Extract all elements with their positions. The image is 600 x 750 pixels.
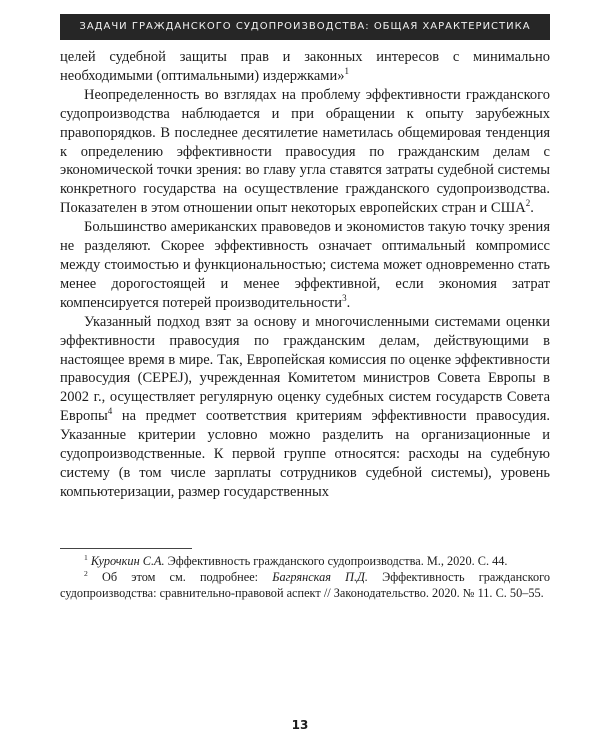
running-header	[60, 14, 550, 40]
footnote-divider	[60, 548, 192, 549]
footnote-ref-2: 2	[525, 198, 531, 209]
footnote-ref-4: 4	[107, 406, 113, 417]
footnote-1: $^1$ Курочкин С.А. Эффективность гражданского судопроизводства. М., 2020. С. 44.	[84, 552, 508, 568]
footnote-2: $^2$ Об этом см. подробнее: Багрянская П.Д. Эффективность гражданского судопроизводства: сравнительно-правовой аспект // Законодательство. 2020. № 11. С. 50–55.	[60, 569, 551, 601]
main-text	[60, 48, 550, 502]
footnote-ref-1: 1	[344, 66, 349, 77]
paragraph-uncertainty: Неопределенность во взглядах на проблему эффективности гражданского судопроизводства наблюдается и при обращении к опыту зарубежных правопорядков. В последнее десятилетие наметилась общемировая тенденция к определению эффективности правосудия по гражданским делам с экономической точки зрения: во главу угла ставятся затраты судебной системы конкретного государства на осуществление гражданского судопроизводства. Показателен в этом отношении опыт некоторых европейских стран и США$^2$.	[60, 86, 550, 217]
footnotes	[60, 553, 550, 602]
page-number: 13	[291, 718, 309, 732]
paragraph-cepej: Указанный подход взят за основу и многочисленными системами оценки эффективности правосудия по гражданским делам, действующими в настоящее время в мире. Так, Европейская комиссия по оценке эффективности правосудия (CEPEJ), учрежденная Комитетом министров Совета Европы в 2002 г., осуществляет регулярную оценку судебных систем государств Совета Европы$^4$ на предмет соответствия критериям эффективности правосудия. Указанные критерии условно можно разделить на организационные и судопроизводственные. К первой группе относятся: расходы на судебную систему (в том числе зарплаты сотрудников судебной системы), уровень компьютеризации, размер государственных	[60, 313, 550, 500]
paragraph-continuation: целей судебной защиты прав и законных интересов с минимально необходимыми (оптимальными) издержками»$^1$	[60, 49, 550, 84]
footnote-ref-3: 3	[342, 292, 347, 303]
paragraph-american-view: Большинство американских правоведов и экономистов такую точку зрения не разделяют. Скорее эффективность означает оптимальный компромисс между стоимостью и функциональностью; система может одновременно стать менее дорогостоящей и менее эффективной, если экономия затрат компенсируется потерей производительности$^3$.	[60, 219, 550, 311]
running-header-title: ЗАДАЧИ ГРАЖДАНСКОГО СУДОПРОИЗВОДСТВА: ОБЩАЯ ХАРАКТЕРИСТИКА	[79, 21, 531, 32]
